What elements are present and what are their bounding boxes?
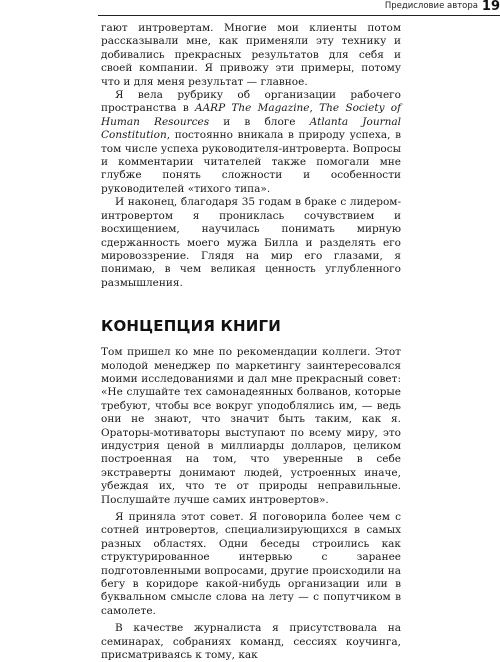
- paragraph-2-text-d: , постоянно вникала в природу успеха, в том числе успеха руководителя-интроверта. Вопросы и комментарии читателей также помогали мне глубже понять сложности и особенности руководителей «тихого типа».: [101, 129, 401, 195]
- paragraph-6: В качестве журналиста я присутствовала на семинарах, собраниях команд, сессиях коучинга, присматриваясь к тому, как: [101, 622, 401, 662]
- paragraph-5: Я приняла этот совет. Я поговорила более чем с сотней интровертов, специализирующихся в самых разных областях. Одни беседы строились как структурированное интервью с заранее подготовленными вопросами, другие происходили на бегу в коридоре какой-нибудь организации или в буквальном смысле слова на лету — с попутчиком в самолете.: [101, 511, 401, 617]
- paragraph-3: И наконец, благодаря 35 годам в браке с лидером-интровертом я прониклась сочувствием и восхищением, научилась понимать мирную сдержанность моего мужа Билла и разделять его мировоззрение. Глядя на мир его глазами, я понимаю, в чем великая ценность углубленного размышления.: [101, 196, 401, 289]
- paragraph-2-text-b: ,: [309, 102, 320, 115]
- page-number: 19: [481, 0, 500, 14]
- paragraph-1: гают интровертам. Многие мои клиенты потом рассказывали мне, как применяли эту технику и добивались прекрасных результатов для себя и своей компании. Я привожу эти примеры, потому что и для меня результат — главное.: [101, 22, 401, 88]
- paragraph-2-text-a: Я вела рубрику об организации рабочего пространства в: [101, 89, 401, 115]
- publication-aarp: AARP The Magazine: [195, 102, 310, 115]
- page-body: [101, 22, 401, 662]
- running-header-title: Предисловие автора: [384, 1, 478, 11]
- paragraph-2: [101, 89, 401, 196]
- page-header: [98, 0, 500, 16]
- section-heading: КОНЦЕПЦИЯ КНИГИ: [101, 317, 282, 336]
- publication-shrm: The Society of Human Resources: [101, 102, 401, 128]
- paragraph-2-text-c: и в блоге: [209, 115, 310, 128]
- publication-ajc: Atlanta Journal Constitution: [101, 115, 401, 142]
- paragraph-4: Том пришел ко мне по рекомендации коллеги. Этот молодой менеджер по маркетингу заинтересовался моими исследованиями и дал мне прекрасный совет: «Не слушайте тех самонадеянных болванов, которые требуют, чтобы все вокруг уподоблялись им, — ведь они не знают, что значит быть таким, как я. Ораторы-мотиваторы выступают по всему миру, это индустрия ценой в миллиарды долларов, целиком построенная на том, что уверенные в себе экстраверты донимают людей, устроенных иначе, убеждая их, что те от природы неправильные. Послушайте лучше самих интровертов».: [101, 346, 401, 506]
